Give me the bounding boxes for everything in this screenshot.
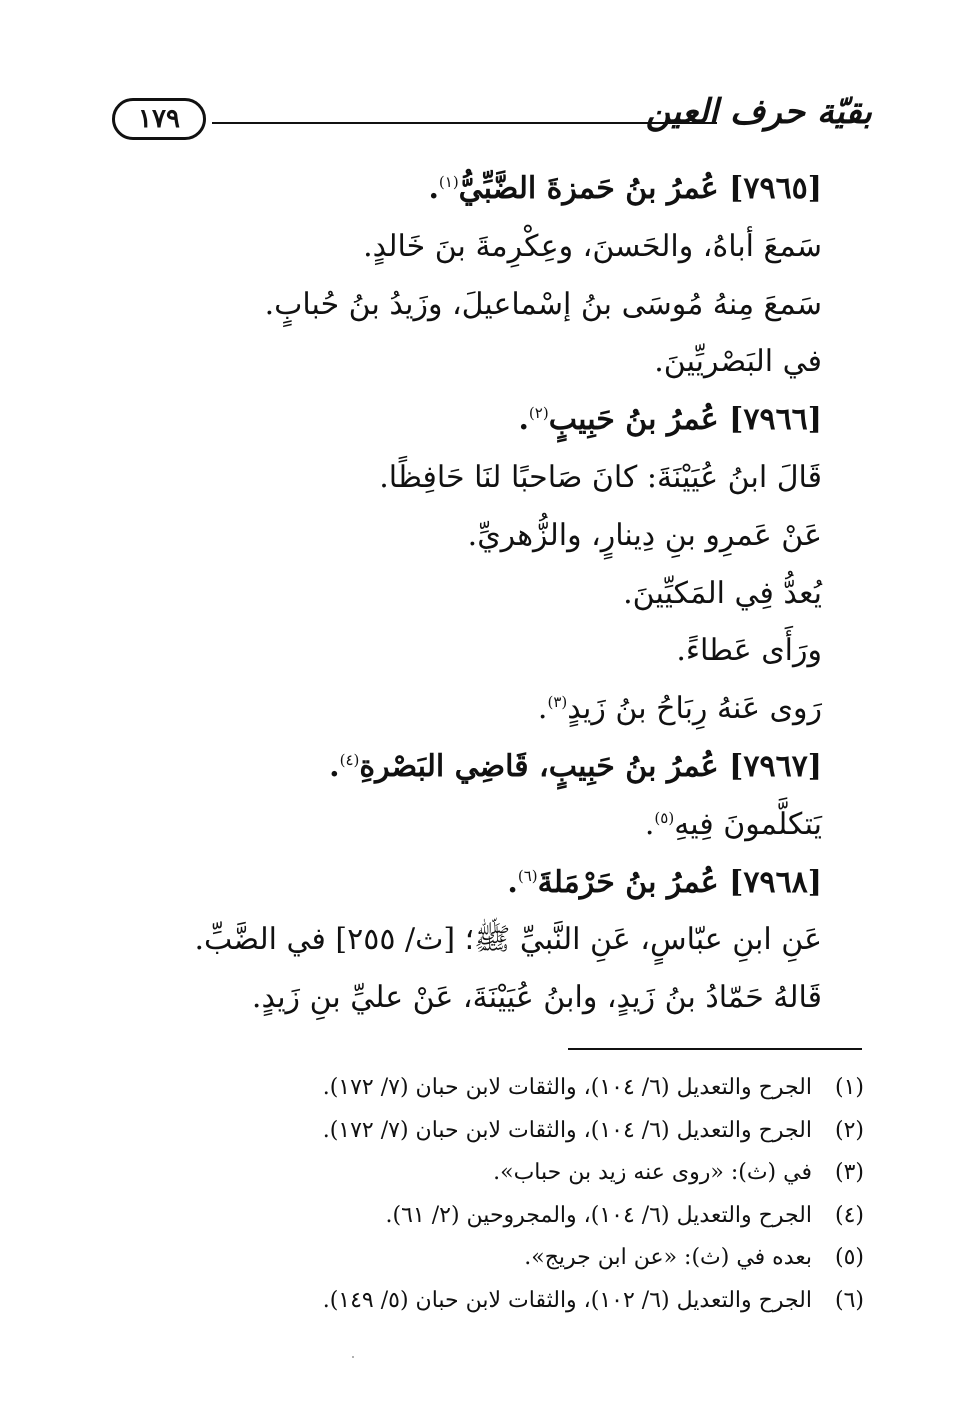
entry-end: . [329,748,340,784]
footnote-marker: (٤) [834,1202,864,1228]
footnote-ref[interactable]: (٦) [517,866,538,885]
footnote [224,1152,864,1195]
text-line-content: يُعدُّ فِي المَكيِّينَ. [623,575,822,611]
footnote-text: الجرح والتعديل (٦/ ١٠٤)، والثقات لابن حبان (٧/ ١٧٢). [322,1117,812,1143]
footnote-text: بعده في (ث): «عن ابن جريج». [524,1245,812,1270]
footnote [224,1195,864,1238]
text-line-content: عَنْ عَمرِو بنِ دِينارٍ، والزُّهريِّ. [467,517,822,553]
footnote-separator [568,1048,862,1050]
text-line [182,507,822,565]
text-line-content: قَالَ ابنُ عُيَيْنَةَ: كانَ صَاحبًا لنَا حَافِظًا. [379,459,822,495]
page-number-text: ١٧٩ [138,104,180,134]
running-title: بقيّة حرف العين [645,92,872,132]
entry-end: . [428,171,439,206]
text-line [182,969,822,1027]
text-line-content: عَنِ ابنِ عبّاسٍ، عَنِ النَّبيِّ ﷺ؛ [ث/ ٢٥٥] في الضَّبِّ. [194,922,822,958]
text-line-content: رَوى عَنهُ رِبَاحُ بنُ زَيدٍ [567,691,822,727]
footnote-text: الجرح والتعديل (٦/ ١٠٤)، والثقات لابن حبان (٧/ ١٧٢). [322,1075,812,1100]
footnote-ref[interactable]: (٤) [339,750,360,769]
entry-heading [182,738,822,796]
main-text [182,160,822,1027]
page-number [112,98,206,140]
entry-number: [٧٩٦٨] [729,864,822,900]
footnote-ref[interactable]: (٢) [528,404,549,423]
entry-name: عُمرُ بنُ حَمزةَ الضَّبِّيُّ [458,171,730,206]
entry-heading [182,160,822,218]
text-line-content: قَالهُ حَمّادُ بنُ زَيدٍ، وابنُ عُيَيْنَةَ، عَنْ عليِّ بنِ زَيدٍ. [251,980,822,1016]
entry-name: عُمرُ بنُ حَبِيبٍ [548,402,730,438]
entry-name: عُمرُ بنُ حَرْمَلةَ [537,864,730,900]
text-line-content: ورَأَى عَطاءً. [676,633,822,669]
text-line [182,276,822,334]
text-line [182,622,822,680]
footnote-marker: (٦) [834,1287,864,1313]
text-line [182,449,822,507]
footnote-ref[interactable]: (١) [438,173,459,191]
footnotes [224,1067,864,1322]
footnote [224,1280,864,1323]
entry-number: [٧٩٦٥] [729,171,822,206]
text-line [182,333,822,391]
text-line [182,911,822,969]
entry-heading [182,391,822,449]
footnote-marker: (١) [834,1075,864,1100]
footnote-marker: (٢) [834,1117,864,1143]
header-rule [212,122,717,124]
footnote [224,1067,864,1110]
paper-speck [352,1356,354,1358]
footnote-marker: (٣) [834,1160,864,1185]
line-end: . [537,691,548,727]
footnote-marker: (٥) [834,1245,864,1270]
footnote-text: الجرح والتعديل (٦/ ١٠٤)، والمجروحين (٢/ ٦١). [385,1202,812,1228]
text-line-content: سَمعَ مِنهُ مُوسَى بنُ إسْماعيلَ، وزَيدُ بنُ حُبابٍ. [264,286,822,322]
footnote [224,1110,864,1153]
text-line [182,218,822,276]
page-header [112,92,872,152]
footnote [224,1237,864,1280]
footnote-ref[interactable]: (٣) [547,693,568,712]
entry-name: عُمرُ بنُ حَبِيبٍ، قَاضِي البَصْرةِ [359,748,730,784]
entry-number: [٧٩٦٧] [729,748,822,784]
line-end: . [644,806,655,842]
entry-heading [182,854,822,912]
footnote-text: الجرح والتعديل (٦/ ١٠٢)، والثقات لابن حبان (٥/ ١٤٩). [322,1287,812,1313]
entry-end: . [507,864,518,900]
text-line-content: في البَصْريِّينَ. [654,344,822,380]
footnote-ref[interactable]: (٥) [654,808,675,827]
text-line-content: سَمعَ أباهُ، والحَسنَ، وعِكْرِمةَ بنَ خَالدٍ. [363,228,822,264]
text-line [182,680,822,738]
text-line [182,796,822,854]
text-line-content: يَتكلَّمونَ فِيهِ [674,806,822,842]
entry-end: . [518,402,529,438]
footnote-text: في (ث): «روى عنه زيد بن حباب». [493,1160,812,1185]
entry-number: [٧٩٦٦] [729,402,822,438]
text-line [182,565,822,623]
